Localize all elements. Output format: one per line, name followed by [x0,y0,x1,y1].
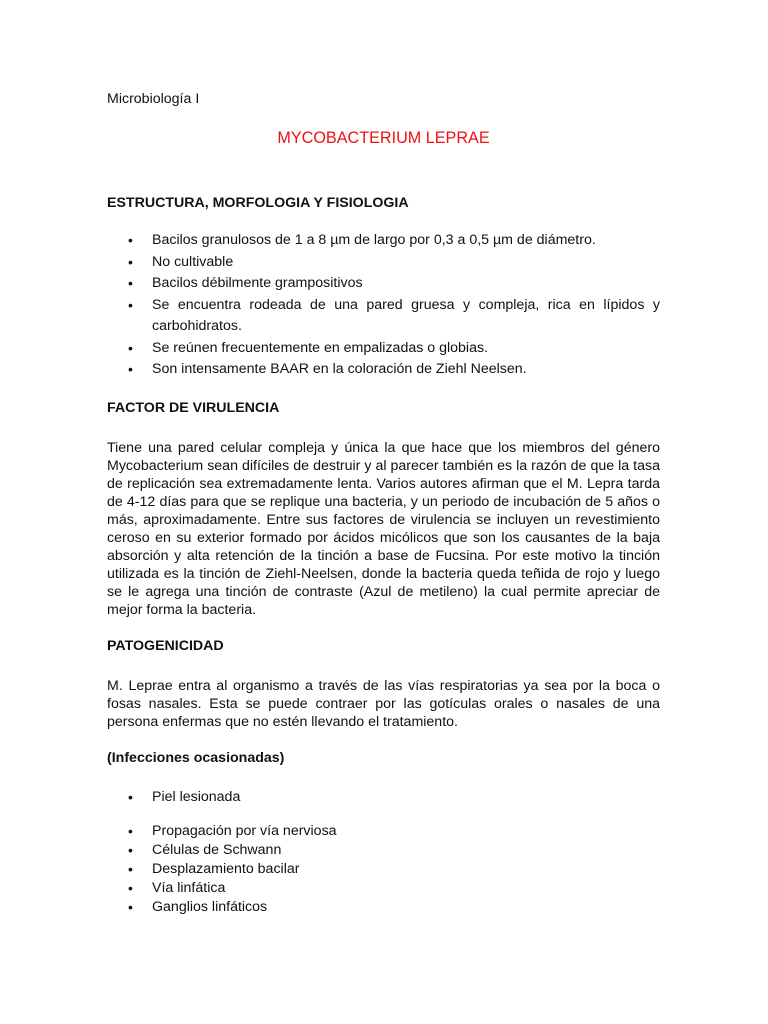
list-item: • Se encuentra rodeada de una pared gruesa y compleja, rica en lípidos y carbohidratos. [107,295,660,338]
infecciones-list-second [107,822,660,917]
patogenicidad-paragraph: M. Leprae entra al organismo a través de las vías respiratorias ya sea por la boca o fosas nasales. Esta se puede contraer por las gotículas orales o nasales de una persona enfermas que no estén llevando el tratamiento. [107,677,660,730]
heading-virulencia: FACTOR DE VIRULENCIA [107,399,280,416]
list-item: • Vía linfática [107,879,660,898]
estructura-list [107,230,660,381]
list-item: • Propagación por vía nerviosa [107,822,660,841]
list-item: • Ganglios linfáticos [107,898,660,917]
heading-patogenicidad: PATOGENICIDAD [107,637,224,654]
list-item: • Se reúnen frecuentemente en empalizadas o globias. [107,338,660,360]
document-page [107,88,660,917]
virulencia-paragraph: Tiene una pared celular compleja y única la que hace que los miembros del género Mycobacterium sean difíciles de destruir y al parecer también es la razón de que la tasa de replicación sea extremadamente lenta. Varios autores afirman que el M. Lepra tarda de 4-12 días para que se replique una bacteria, y un periodo de incubación de 5 años o más, aproximadamente. Entre sus factores de virulencia se incluyen un revestimiento ceroso en su exterior formado por ácidos micólicos que son los causantes de la baja absorción y alta retención de la tinción a base de Fucsina. Por este motivo la tinción utilizada es la tinción de Ziehl-Neelsen, donde la bacteria queda teñida de rojo y luego se le agrega una tinción de contraste (Azul de metileno) la cual permite apreciar de mejor forma la bacteria. [107,439,660,618]
list-item: • Células de Schwann [107,841,660,860]
document-title: MYCOBACTERIUM LEPRAE [277,129,490,147]
list-item: • Bacilos granulosos de 1 a 8 µm de largo por 0,3 a 0,5 µm de diámetro. [107,230,660,252]
heading-estructura: ESTRUCTURA, MORFOLOGIA Y FISIOLOGIA [107,195,409,211]
list-item: • No cultivable [107,252,660,274]
infecciones-list-first [107,787,660,809]
list-item: • Desplazamiento bacilar [107,860,660,879]
course-name: Microbiología I [107,91,200,107]
heading-infecciones: (Infecciones ocasionadas) [107,749,285,766]
list-item: • Son intensamente BAAR en la coloración de Ziehl Neelsen. [107,359,660,381]
list-item: • Piel lesionada [107,787,660,809]
list-item: • Bacilos débilmente grampositivos [107,273,660,295]
